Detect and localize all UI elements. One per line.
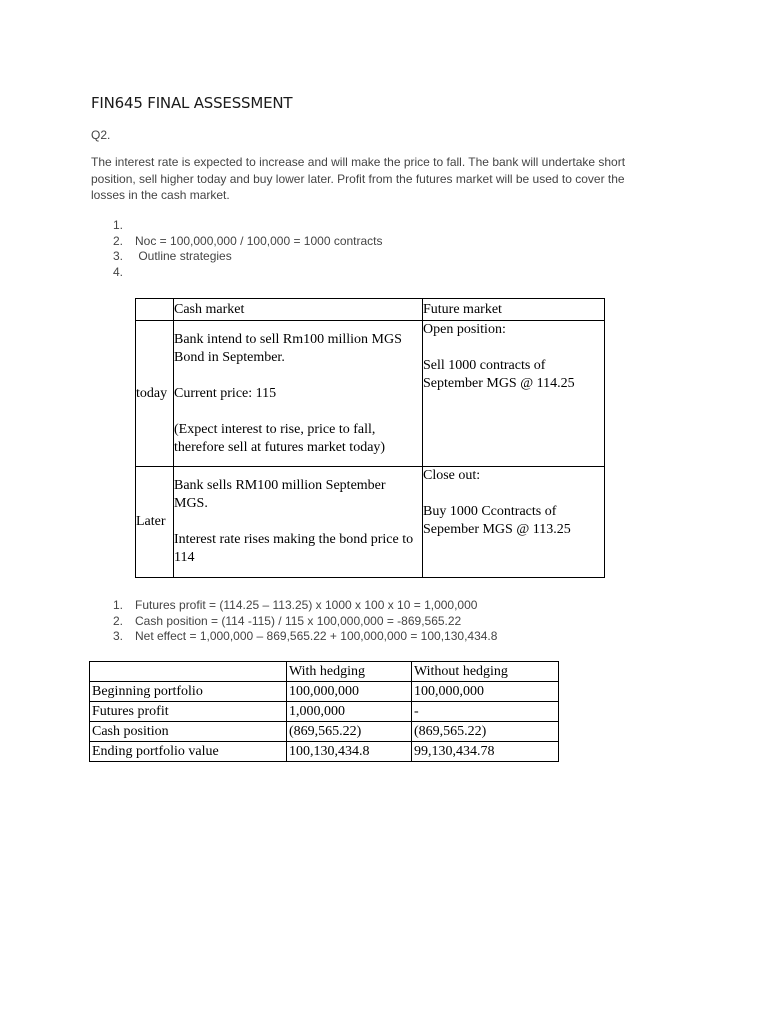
- cell-text: (Expect interest to rise, price to fall, therefore sell at futures market today): [174, 422, 386, 455]
- list-item: 2. Cash position = (114 -115) / 115 x 100,000,000 = -869,565.22: [113, 613, 462, 628]
- list-item: 1.: [113, 218, 124, 232]
- table-row: [90, 702, 559, 722]
- cash-market-cell: [174, 321, 423, 467]
- cell-text: Buy 1000 Ccontracts of Sepember MGS @ 113.25: [423, 504, 571, 537]
- table-cell: 100,130,434.8: [287, 742, 412, 762]
- table-header-cell: [136, 299, 174, 321]
- list-item: 2. Noc = 100,000,000 / 100,000 = 1000 contracts: [113, 233, 383, 248]
- table-cell: -: [412, 702, 559, 722]
- steps-list: [91, 218, 383, 280]
- table-header-cell: Future market: [423, 299, 605, 321]
- strategy-table: [135, 298, 605, 578]
- cell-text: Open position:: [423, 322, 506, 337]
- table-cell: Ending portfolio value: [90, 742, 287, 762]
- row-label: today: [136, 321, 174, 467]
- list-item: 1. Futures profit = (114.25 – 113.25) x 1000 x 100 x 10 = 1,000,000: [113, 598, 478, 612]
- cell-text: Close out:: [423, 468, 481, 483]
- list-item: 3. Net effect = 1,000,000 – 869,565.22 + 100,000,000 = 100,130,434.8: [113, 629, 498, 643]
- hedging-result-table: [89, 661, 559, 762]
- table-row: [136, 467, 605, 578]
- table-row: [90, 682, 559, 702]
- table-cell: 100,000,000: [287, 682, 412, 702]
- table-cell: 1,000,000: [287, 702, 412, 722]
- table-row: [90, 742, 559, 762]
- cash-market-cell: [174, 467, 423, 578]
- table-header-row: [90, 662, 559, 682]
- table-cell: (869,565.22): [287, 722, 412, 742]
- table-cell: Cash position: [90, 722, 287, 742]
- table-header-cell: Cash market: [174, 299, 423, 321]
- table-header-cell: Without hedging: [412, 662, 559, 682]
- table-header-row: [136, 299, 605, 321]
- table-row: [90, 722, 559, 742]
- table-cell: (869,565.22): [412, 722, 559, 742]
- list-item: 4.: [113, 264, 124, 279]
- future-market-cell: [423, 467, 605, 578]
- intro-paragraph: The interest rate is expected to increase and will make the price to fall. The bank will undertake short position, sell higher today and buy lower later. Profit from the futures market will be used to cover the losses in the cash market.: [91, 155, 626, 202]
- table-cell: Futures profit: [90, 702, 287, 722]
- table-cell: 100,000,000: [412, 682, 559, 702]
- future-market-cell: [423, 321, 605, 467]
- cell-text: Sell 1000 contracts of September MGS @ 114.25: [423, 358, 575, 391]
- list-item: 3. Outline strategies: [113, 249, 232, 263]
- row-label: Later: [136, 467, 174, 578]
- table-header-cell: With hedging: [287, 662, 412, 682]
- cell-text: Bank intend to sell Rm100 million MGS Bond in September.: [174, 332, 402, 365]
- cell-text: Bank sells RM100 million September MGS.: [174, 478, 386, 511]
- page-title: FIN645 FINAL ASSESSMENT: [91, 94, 293, 112]
- cell-text: Interest rate rises making the bond price to 114: [174, 532, 414, 565]
- question-number: Q2.: [91, 128, 111, 142]
- table-header-cell: [90, 662, 287, 682]
- calculation-list: [91, 598, 497, 645]
- table-cell: Beginning portfolio: [90, 682, 287, 702]
- cell-text: Current price: 115: [174, 386, 277, 401]
- table-cell: 99,130,434.78: [412, 742, 559, 762]
- table-row: [136, 321, 605, 467]
